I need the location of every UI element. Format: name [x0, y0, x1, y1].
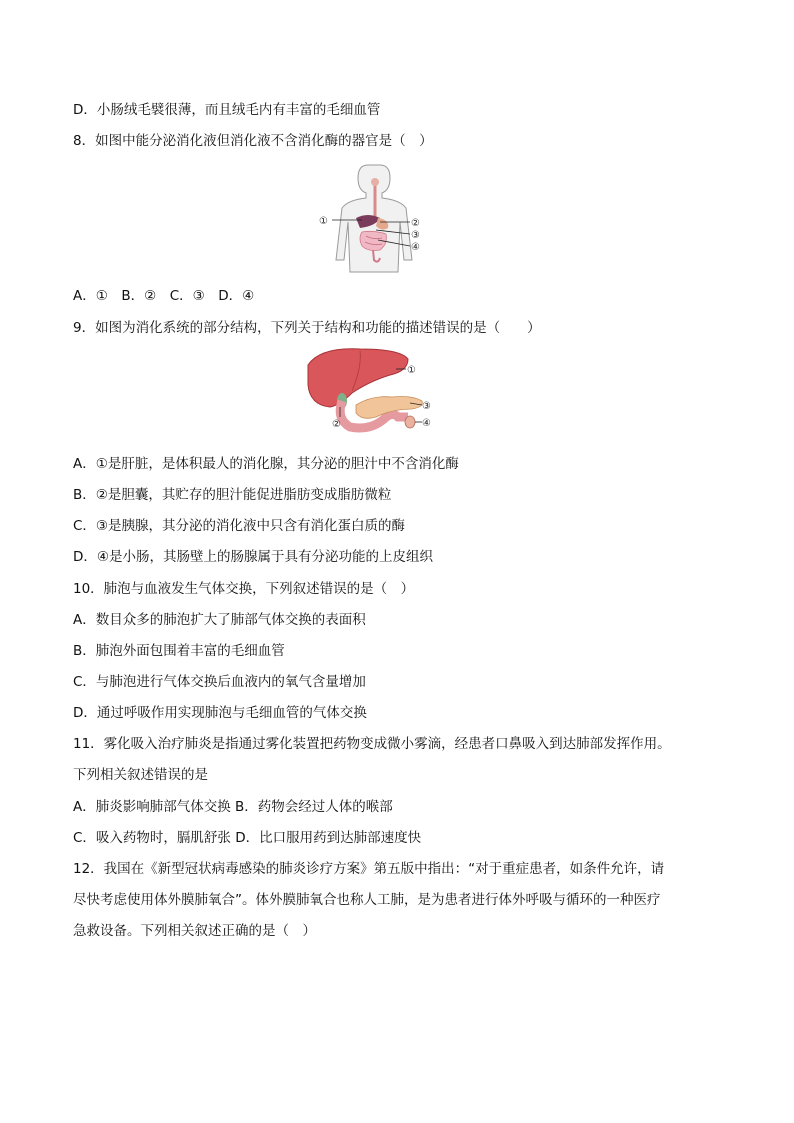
q10-option-a: A．数目众多的肺泡扩大了肺部气体交换的表面积	[73, 612, 366, 628]
fig9-label-4: ④	[422, 418, 431, 429]
fig8-label-4: ④	[411, 242, 420, 253]
q10-stem: 10．肺泡与血液发生气体交换，下列叙述错误的是（ ）	[73, 581, 415, 597]
q12-stem-line1: 12．我国在《新型冠状病毒感染的肺炎诊疗方案》第五版中指出：“对于重症患者，如条件允许，请	[73, 861, 665, 877]
fig8-label-2: ②	[411, 218, 420, 229]
q9-option-a: A．①是肝脏，是体积最人的消化腺，其分泌的胆汁中不含消化酶	[73, 456, 459, 472]
fig9-label-2: ②	[332, 419, 341, 430]
q9-stem: 9．如图为消化系统的部分结构，下列关于结构和功能的描述错误的是（ ）	[73, 320, 541, 336]
q9-option-b: B．②是胆囊，其贮存的胆汁能促进脂肪变成脂肪微粒	[73, 487, 392, 503]
q12-stem-line2: 尽快考虑使用体外膜肺氧合”。体外膜肺氧合也称人工肺，是为患者进行体外呼吸与循环的一种医疗	[73, 892, 661, 908]
q9-option-c: C．③是胰腺，其分泌的消化液中只含有消化蛋白质的酶	[73, 518, 406, 534]
liver-pancreas-figure	[300, 345, 440, 437]
q8-options: A．① B．② C．③ D．④	[73, 288, 255, 304]
fig9-label-3: ③	[422, 401, 431, 412]
fig9-label-1: ①	[407, 365, 416, 376]
q10-option-b: B．肺泡外面包围着丰富的毛细血管	[73, 643, 285, 659]
q11-options-cd: C．吸入药物时，膈肌舒张 D．比口服用药到达肺部速度快	[73, 830, 422, 846]
fig8-label-3: ③	[411, 230, 420, 241]
digestive-system-figure	[318, 160, 428, 275]
q10-option-c: C．与肺泡进行气体交换后血液内的氧气含量增加	[73, 674, 366, 690]
q9-option-d: D．④是小肠，其肠壁上的肠腺属于具有分泌功能的上皮组织	[73, 549, 433, 565]
q12-stem-line3: 急救设备。下列相关叙述正确的是（ ）	[73, 923, 316, 939]
q11-stem-line1: 11．雾化吸入治疗肺炎是指通过雾化装置把药物变成微小雾滴，经患者口鼻吸入到达肺部发挥作用。	[73, 736, 671, 752]
q7-option-d: D．小肠绒毛襞很薄，而且绒毛内有丰富的毛细血管	[73, 102, 381, 118]
q8-stem: 8．如图中能分泌消化液但消化液不含消化酶的器官是（ ）	[73, 133, 433, 149]
fig8-label-1: ①	[319, 216, 328, 227]
q11-options-ab: A．肺炎影响肺部气体交换 B．药物会经过人体的喉部	[73, 799, 393, 815]
q11-stem-line2: 下列相关叙述错误的是	[73, 767, 208, 783]
q10-option-d: D．通过呼吸作用实现肺泡与毛细血管的气体交换	[73, 705, 367, 721]
